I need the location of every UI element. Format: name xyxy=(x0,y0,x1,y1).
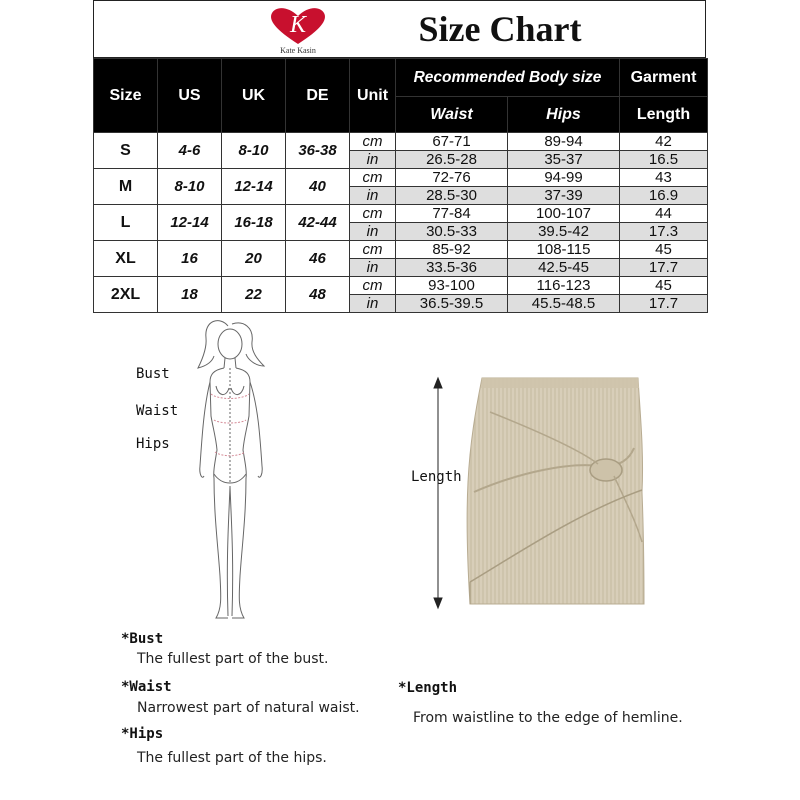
waist-cell: 36.5-39.5 xyxy=(396,295,508,313)
size-cell: L xyxy=(94,205,158,241)
header-length: Length xyxy=(620,97,708,133)
size-cell: M xyxy=(94,169,158,205)
header-recommended-body-size: Recommended Body size xyxy=(396,59,620,97)
length-cell: 17.7 xyxy=(620,295,708,313)
hips-cell: 100-107 xyxy=(508,205,620,223)
hips-definition-title: *Hips xyxy=(121,726,164,742)
length-cell: 16.9 xyxy=(620,187,708,205)
hips-cell: 35-37 xyxy=(508,151,620,169)
length-definition-title: *Length xyxy=(398,680,458,696)
bust-definition-title: *Bust xyxy=(121,631,164,647)
header-waist: Waist xyxy=(396,97,508,133)
us-cell: 12-14 xyxy=(158,205,222,241)
waist-cell: 85-92 xyxy=(396,241,508,259)
bust-definition-text: The fullest part of the bust. xyxy=(137,651,329,667)
table-row xyxy=(94,277,708,295)
us-cell: 16 xyxy=(158,241,222,277)
unit-cell: cm xyxy=(350,241,396,259)
waist-cell: 77-84 xyxy=(396,205,508,223)
table-row xyxy=(94,241,708,259)
waist-cell: 93-100 xyxy=(396,277,508,295)
hips-cell: 39.5-42 xyxy=(508,223,620,241)
length-cell: 43 xyxy=(620,169,708,187)
length-cell: 45 xyxy=(620,241,708,259)
hips-cell: 89-94 xyxy=(508,133,620,151)
unit-cell: cm xyxy=(350,133,396,151)
length-cell: 16.5 xyxy=(620,151,708,169)
unit-cell: cm xyxy=(350,205,396,223)
uk-cell: 8-10 xyxy=(222,133,286,169)
length-arrow-icon xyxy=(434,378,442,608)
body-figure-illustration xyxy=(180,316,290,628)
hips-cell: 108-115 xyxy=(508,241,620,259)
header-uk: UK xyxy=(222,59,286,133)
length-cell: 45 xyxy=(620,277,708,295)
header-hips: Hips xyxy=(508,97,620,133)
uk-cell: 20 xyxy=(222,241,286,277)
hips-cell: 94-99 xyxy=(508,169,620,187)
unit-cell: in xyxy=(350,223,396,241)
size-cell: XL xyxy=(94,241,158,277)
unit-cell: in xyxy=(350,151,396,169)
length-label: Length xyxy=(411,469,462,485)
header-size: Size xyxy=(94,59,158,133)
bust-label: Bust xyxy=(136,366,170,382)
unit-cell: in xyxy=(350,259,396,277)
waist-definition-title: *Waist xyxy=(121,679,172,695)
hips-cell: 42.5-45 xyxy=(508,259,620,277)
table-row xyxy=(94,169,708,187)
us-cell: 8-10 xyxy=(158,169,222,205)
us-cell: 4-6 xyxy=(158,133,222,169)
header-garment: Garment xyxy=(620,59,708,97)
brand-name: Kate Kasin xyxy=(280,46,316,55)
waist-cell: 67-71 xyxy=(396,133,508,151)
waist-cell: 30.5-33 xyxy=(396,223,508,241)
waist-cell: 33.5-36 xyxy=(396,259,508,277)
heart-logo-icon xyxy=(258,4,338,48)
waist-cell: 72-76 xyxy=(396,169,508,187)
waist-label: Waist xyxy=(136,403,179,419)
unit-cell: cm xyxy=(350,169,396,187)
header-us: US xyxy=(158,59,222,133)
svg-text:K: K xyxy=(289,12,307,38)
uk-cell: 16-18 xyxy=(222,205,286,241)
size-cell: S xyxy=(94,133,158,169)
unit-cell: in xyxy=(350,295,396,313)
length-definition-text: From waistline to the edge of hemline. xyxy=(413,710,683,726)
hips-cell: 37-39 xyxy=(508,187,620,205)
length-cell: 42 xyxy=(620,133,708,151)
header-de: DE xyxy=(286,59,350,133)
hips-cell: 45.5-48.5 xyxy=(508,295,620,313)
de-cell: 42-44 xyxy=(286,205,350,241)
de-cell: 48 xyxy=(286,277,350,313)
size-chart-table xyxy=(93,58,708,313)
length-cell: 17.3 xyxy=(620,223,708,241)
brand-logo xyxy=(258,4,338,56)
unit-cell: cm xyxy=(350,277,396,295)
hips-cell: 116-123 xyxy=(508,277,620,295)
uk-cell: 22 xyxy=(222,277,286,313)
unit-cell: in xyxy=(350,187,396,205)
table-row xyxy=(94,205,708,223)
skirt-illustration xyxy=(430,372,670,620)
length-cell: 17.7 xyxy=(620,259,708,277)
waist-definition-text: Narrowest part of natural waist. xyxy=(137,700,360,716)
de-cell: 46 xyxy=(286,241,350,277)
hips-label: Hips xyxy=(136,436,170,452)
waist-cell: 28.5-30 xyxy=(396,187,508,205)
header-unit: Unit xyxy=(350,59,396,133)
us-cell: 18 xyxy=(158,277,222,313)
waist-cell: 26.5-28 xyxy=(396,151,508,169)
de-cell: 36-38 xyxy=(286,133,350,169)
page-title: Size Chart xyxy=(418,9,582,49)
length-cell: 44 xyxy=(620,205,708,223)
uk-cell: 12-14 xyxy=(222,169,286,205)
size-cell: 2XL xyxy=(94,277,158,313)
de-cell: 40 xyxy=(286,169,350,205)
table-row xyxy=(94,133,708,151)
hips-definition-text: The fullest part of the hips. xyxy=(137,750,327,766)
